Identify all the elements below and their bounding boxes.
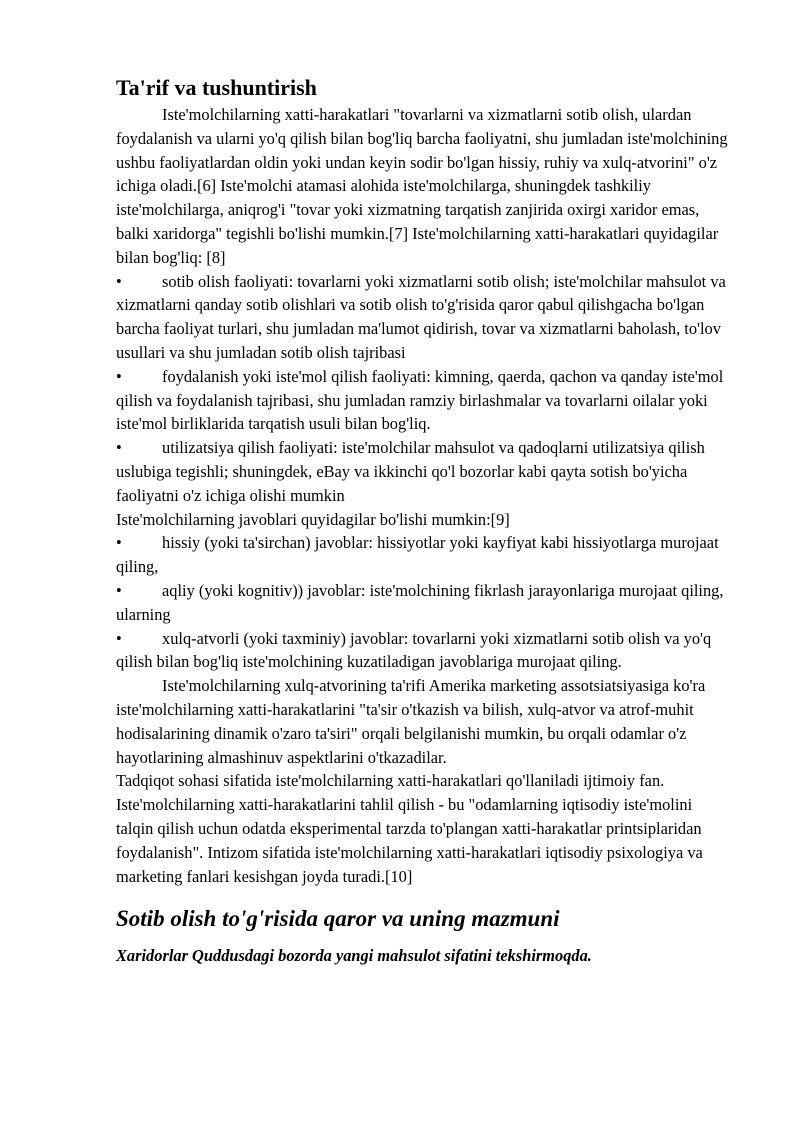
paragraph-definition: Iste'molchilarning xatti-harakatlari "tovarlarni va xizmatlarni sotib olish, ulardan foydalanish va ularni yo'q qilish bilan bog'liq barcha faoliyatni, shu jumladan iste'molchining ushbu faoliyatlardan oldin yoki undan keyin sodir bo'lgan hissiy, ruhiy va xulq-atvorini" o'z ichiga oladi.[6] Iste'molchi atamasi alohida iste'molchilarga, shuningdek tashkiliy iste'molchilarga, aniqrog'i "tovar yoki xizmatning tarqatish zanjirida oxirgi xaridor emas, balki xaridorga" tegishli bo'lishi mumkin.[7] Iste'molchilarning xatti-harakatlari quyidagilar bilan bog'liq: [8] <box>116 105 728 267</box>
bullet-item <box>116 627 730 675</box>
paragraph-ama-definition: Iste'molchilarning xulq-atvorining ta'rifi Amerika marketing assotsiatsiyasiga ko'ra iste'molchilarning xatti-harakatlarini "ta'sir o'tkazish va bilish, xulq-atvor va atrof-muhit hodisalarining dinamik o'zaro ta'siri" orqali belgilanishi mumkin, bu orqali odamlar o'z hayotlarining almashinuv aspektlarini o'tkazadilar. <box>116 676 706 767</box>
bullet-text: utilizatsiya qilish faoliyati: iste'molchilar mahsulot va qadoqlarni utilizatsiya qilish uslubiga tegishli; shuningdek, eBay va ikkinchi qo'l bozorlar kabi qayta sotish bo'yicha faoliyatni o'z ichiga olishi mumkin <box>116 438 705 505</box>
bullet-item <box>116 436 730 507</box>
subsection-heading: Sotib olish to'g'risida qaror va uning mazmuni <box>116 906 560 932</box>
paragraph-responses-intro: Iste'molchilarning javoblari quyidagilar bo'lishi mumkin:[9] <box>116 509 510 529</box>
bullet-mark: • <box>116 271 122 291</box>
bullet-item <box>116 579 730 627</box>
bullet-item <box>116 270 730 365</box>
bullet-item <box>116 365 730 436</box>
bullet-list-responses <box>116 531 730 674</box>
bullet-text: aqliy (yoki kognitiv)) javoblar: iste'molchining fikrlash jarayonlariga murojaat qiling, ularning <box>116 580 724 624</box>
bullet-mark: • <box>116 366 122 386</box>
section-heading: Ta'rif va tushuntirish <box>116 75 317 100</box>
bullet-mark: • <box>116 533 122 553</box>
bullet-mark: • <box>116 580 122 600</box>
bullet-list-activities <box>116 270 730 508</box>
image-caption: Xaridorlar Quddusdagi bozorda yangi mahsulot sifatini tekshirmoqda. <box>116 946 592 966</box>
bullet-text: sotib olish faoliyati: tovarlarni yoki xizmatlarni sotib olish; iste'molchilar mahsulot va xizmatlarni qanday sotib olishlari va sotib olish to'g'risida qaror qabul qilishgacha bo'lgan barcha faoliyat turlari, shu jumladan ma'lumot qidirish, tovar va xizmatlarni baholash, to'lov usullari va shu jumladan sotib olish tajribasi <box>116 271 726 362</box>
bullet-item <box>116 531 730 579</box>
bullet-text: xulq-atvorli (yoki taxminiy) javoblar: tovarlarni yoki xizmatlarni sotib olish va yo'q qilish bilan bog'liq iste'molchining kuzatiladigan javoblariga murojaat qiling. <box>116 628 712 672</box>
bullet-mark: • <box>116 438 122 458</box>
bullet-mark: • <box>116 628 122 648</box>
bullet-text: foydalanish yoki iste'mol qilish faoliyati: kimning, qaerda, qachon va qanday iste'mol qilish va foydalanish tajribasi, shu jumladan ramziy birlashmalar va tovarlarni oilalar yoki iste'mol birliklarida tarqatish usuli bilan bog'liq. <box>116 366 724 434</box>
bullet-text: hissiy (yoki ta'sirchan) javoblar: hissiyotlar yoki kayfiyat kabi hissiyotlarga murojaat qiling, <box>116 533 719 577</box>
paragraph-research-field: Tadqiqot sohasi sifatida iste'molchilarning xatti-harakatlari qo'llaniladi ijtimoiy fan. Iste'molchilarning xatti-harakatlarini tahlil qilish - bu "odamlarning iqtisodiy iste'molini talqin qilish uchun odatda eksperimental tarzda to'plangan xatti-harakatlar printsiplaridan foydalanish". Intizom sifatida iste'molchilarning xatti-harakatlari iqtisodiy psixologiya va marketing fanlari kesishgan joyda turadi.[10] <box>116 771 703 886</box>
